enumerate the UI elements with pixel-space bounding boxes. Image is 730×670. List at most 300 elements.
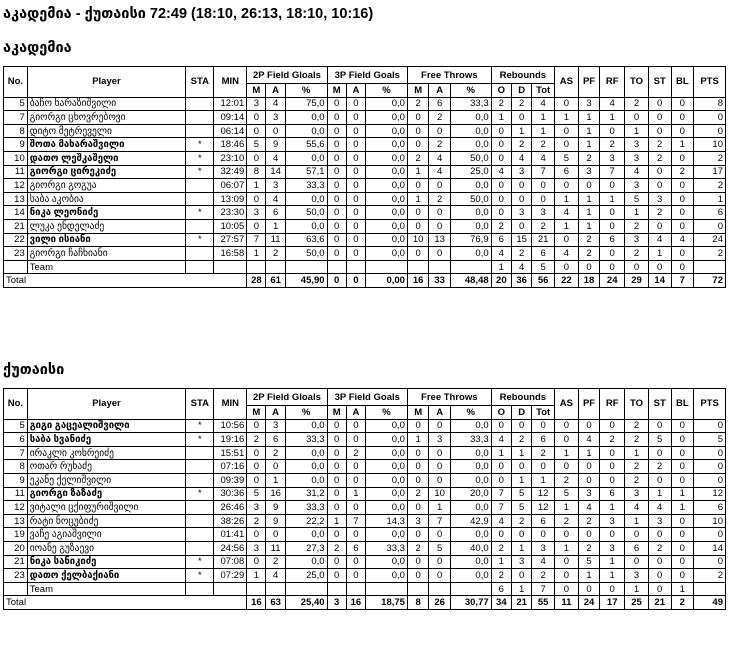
stat-cell-fg3a: 1 (346, 487, 365, 501)
stat-cell-st: 3 (648, 192, 671, 206)
total-cell-fg2m: 16 (247, 596, 266, 610)
stat-cell-fg2m: 0 (247, 446, 266, 460)
stat-cell-fg3a: 2 (346, 446, 365, 460)
stat-cell-fg2m: 2 (247, 433, 266, 447)
col-subheader-percent: % (450, 84, 491, 98)
stat-cell-fg3m: 0 (327, 569, 346, 583)
stat-cell-to: 3 (625, 179, 649, 193)
minutes-cell: 24:56 (214, 541, 247, 555)
stat-cell-ftp: 33,3 (450, 97, 491, 111)
stat-cell-to: 3 (625, 233, 649, 247)
starter-mark (186, 460, 214, 474)
player-row (4, 138, 726, 152)
minutes-cell: 18:46 (214, 138, 247, 152)
stat-cell-fta: 0 (429, 446, 450, 460)
stat-cell-fg2p: 0,0 (285, 473, 327, 487)
stat-cell-pf: 0 (578, 419, 599, 433)
stat-cell-bl: 0 (671, 111, 694, 125)
stat-cell-ftp: 25,0 (450, 165, 491, 179)
player-name: გიგი გაცეალიშვილი (27, 419, 185, 433)
stat-cell-fg2a: 0 (266, 124, 285, 138)
col-header-bl: BL (671, 67, 694, 98)
stat-cell-tot: 4 (532, 151, 555, 165)
stat-cell-d: 1 (512, 582, 532, 596)
stat-cell-o: 2 (491, 219, 511, 233)
stat-cell-pts: 2 (694, 179, 726, 193)
player-name: იოანე გუზაევი (27, 541, 185, 555)
col-header-3p-field-goals: 3P Field Goals (327, 67, 407, 84)
stat-cell-fg2p: 33,3 (285, 501, 327, 515)
stat-cell-fg3p: 0,0 (366, 219, 408, 233)
stat-cell-tot: 4 (532, 555, 555, 569)
stat-cell-fg3m: 0 (327, 165, 346, 179)
stat-cell-rf: 0 (600, 446, 625, 460)
minutes-cell: 07:08 (214, 555, 247, 569)
stat-cell-as: 1 (555, 111, 579, 125)
total-cell-fg2p: 25,40 (285, 596, 327, 610)
stat-cell-ftm: 0 (407, 501, 428, 515)
stat-cell-as: 1 (555, 446, 579, 460)
player-row (4, 528, 726, 542)
stat-cell-fg3p: 33,3 (366, 541, 408, 555)
player-number: 8 (4, 124, 28, 138)
stat-cell-o: 4 (491, 165, 511, 179)
total-row (4, 274, 726, 288)
stat-cell-st: 0 (648, 97, 671, 111)
stat-cell-pf: 1 (578, 192, 599, 206)
stat-cell-to: 3 (625, 151, 649, 165)
stat-cell-fta: 6 (429, 97, 450, 111)
player-number: 14 (4, 206, 28, 220)
stat-cell-fta: 0 (429, 555, 450, 569)
stat-cell-tot: 0 (532, 528, 555, 542)
page-title: აკადემია - ქუთაისი 72:49 (18:10, 26:13, 18:10, 10:16) (3, 6, 374, 22)
stat-cell-fg3m: 0 (327, 473, 346, 487)
stat-cell-fg2m: 1 (247, 179, 266, 193)
stat-cell-pts: 0 (694, 124, 726, 138)
stat-cell-rf: 2 (600, 138, 625, 152)
stat-cell-fg3a: 0 (346, 138, 365, 152)
team-title-away: ქუთაისი (3, 362, 65, 378)
stat-cell-d: 2 (512, 247, 532, 261)
starter-mark (186, 541, 214, 555)
stat-cell-fg2a: 2 (266, 446, 285, 460)
stat-cell-fg3a: 6 (346, 541, 365, 555)
stat-cell-fg2p: 33,3 (285, 433, 327, 447)
stat-cell-ftm: 0 (407, 473, 428, 487)
stat-cell-ftm: 0 (407, 460, 428, 474)
player-number: 21 (4, 219, 28, 233)
stat-cell-fg3a: 0 (346, 97, 365, 111)
stat-cell-st: 0 (648, 582, 671, 596)
stat-cell-pf: 3 (578, 97, 599, 111)
stat-cell-bl: 0 (671, 569, 694, 583)
stat-cell-fg3m: 0 (327, 97, 346, 111)
stat-cell-pts: 0 (694, 555, 726, 569)
stat-cell-bl: 0 (671, 555, 694, 569)
stat-cell-fg3p: 0,0 (366, 528, 408, 542)
stat-cell-fg3m: 0 (327, 138, 346, 152)
stat-cell-pts: 10 (694, 138, 726, 152)
stat-cell-d: 5 (512, 501, 532, 515)
player-row (4, 247, 726, 261)
stat-cell-fta: 2 (429, 111, 450, 125)
stat-cell-rf: 0 (600, 460, 625, 474)
stat-cell-fg3p (366, 260, 408, 274)
starter-mark: * (186, 206, 214, 220)
stat-cell-d: 1 (512, 473, 532, 487)
stat-cell-as: 0 (555, 179, 579, 193)
stat-cell-fg2m: 0 (247, 460, 266, 474)
stat-cell-fg3a: 0 (346, 473, 365, 487)
col-header-rebounds: Rebounds (491, 67, 554, 84)
starter-mark (186, 219, 214, 233)
stat-cell-ftm: 10 (407, 233, 428, 247)
minutes-cell: 12:01 (214, 97, 247, 111)
col-header-2p-field-goals: 2P Field Gloals (247, 67, 327, 84)
stat-cell-to: 1 (625, 124, 649, 138)
stat-cell-st: 0 (648, 124, 671, 138)
stat-cell-fg2p: 0,0 (285, 124, 327, 138)
col-subheader-percent: % (450, 406, 491, 420)
stat-cell-o: 4 (491, 433, 511, 447)
stat-cell-d: 0 (512, 460, 532, 474)
stat-cell-ftp: 50,0 (450, 192, 491, 206)
stat-cell-st: 2 (648, 151, 671, 165)
stat-cell-fg2a: 3 (266, 111, 285, 125)
stat-cell-o: 0 (491, 124, 511, 138)
player-name: რატი ნოცუბიძე (27, 514, 185, 528)
total-cell-d: 36 (512, 274, 532, 288)
stat-cell-tot: 1 (532, 111, 555, 125)
stat-cell-pts: 10 (694, 514, 726, 528)
total-cell-ftp: 48,48 (450, 274, 491, 288)
stat-cell-fg3m (327, 582, 346, 596)
stat-cell-fta: 0 (429, 247, 450, 261)
stat-cell-to: 2 (625, 460, 649, 474)
stat-cell-fg3m: 0 (327, 419, 346, 433)
col-header-pts: PTS (694, 389, 726, 420)
stat-cell-st: 1 (648, 247, 671, 261)
player-row (4, 569, 726, 583)
stat-cell-fg2a: 9 (266, 501, 285, 515)
starter-mark: * (186, 151, 214, 165)
stat-cell-to: 2 (625, 473, 649, 487)
stat-cell-bl: 0 (671, 541, 694, 555)
player-name: გიორგი ზაზაძე (27, 487, 185, 501)
stat-cell-to: 0 (625, 260, 649, 274)
stat-cell-fta: 13 (429, 233, 450, 247)
stat-cell-fg2p: 0,0 (285, 419, 327, 433)
stat-cell-fg3m: 0 (327, 219, 346, 233)
stat-cell-fg2p: 0,0 (285, 151, 327, 165)
stat-cell-fg3a: 0 (346, 206, 365, 220)
stat-cell-fg2a: 6 (266, 433, 285, 447)
minutes-cell: 10:56 (214, 419, 247, 433)
stat-cell-pf: 0 (578, 473, 599, 487)
stat-cell-fg3m: 0 (327, 446, 346, 460)
stat-cell-fg3p (366, 582, 408, 596)
col-subheader-a: A (346, 406, 365, 420)
stat-cell-fta: 0 (429, 124, 450, 138)
player-row (4, 124, 726, 138)
minutes-cell: 09:14 (214, 111, 247, 125)
total-label: Total (4, 274, 247, 288)
stat-cell-d: 0 (512, 419, 532, 433)
stat-cell-fta: 0 (429, 179, 450, 193)
stat-cell-ftp: 0,0 (450, 247, 491, 261)
stat-cell-d: 0 (512, 219, 532, 233)
stat-cell-pts: 2 (694, 247, 726, 261)
stat-cell-fg2p: 0,0 (285, 192, 327, 206)
stat-cell-pts: 6 (694, 206, 726, 220)
stat-cell-fg2m (247, 260, 266, 274)
stat-cell-rf: 0 (600, 247, 625, 261)
stat-cell-o: 0 (491, 473, 511, 487)
stat-cell-fta: 10 (429, 487, 450, 501)
col-header-player: Player (27, 389, 185, 420)
stat-cell-tot: 2 (532, 569, 555, 583)
col-subheader-tot: Tot (532, 84, 555, 98)
stat-cell-ftp: 0,0 (450, 569, 491, 583)
stat-cell-fg3m: 0 (327, 206, 346, 220)
stat-cell-as: 1 (555, 501, 579, 515)
stat-cell-pf: 5 (578, 555, 599, 569)
player-name: ნიკა ლეონიძე (27, 206, 185, 220)
player-number: 8 (4, 460, 28, 474)
col-subheader-m: M (407, 84, 428, 98)
stat-cell-fg2m: 0 (247, 151, 266, 165)
stat-cell-o: 1 (491, 555, 511, 569)
starter-mark (186, 179, 214, 193)
col-header-player: Player (27, 67, 185, 98)
stat-cell-rf: 0 (600, 206, 625, 220)
col-header-rebounds: Rebounds (491, 389, 554, 406)
stat-cell-fg3p: 0,0 (366, 165, 408, 179)
stat-cell-ftp: 33,3 (450, 433, 491, 447)
stat-cell-ftp: 40,0 (450, 541, 491, 555)
col-header-as: AS (555, 67, 579, 98)
total-cell-tot: 55 (532, 596, 555, 610)
stat-cell-d: 0 (512, 569, 532, 583)
stat-cell-fg2a: 3 (266, 419, 285, 433)
stat-cell-fg3p: 0,0 (366, 124, 408, 138)
stat-cell-pf: 1 (578, 138, 599, 152)
stat-cell-pts: 17 (694, 165, 726, 179)
starter-mark: * (186, 433, 214, 447)
col-subheader-a: A (346, 84, 365, 98)
minutes-cell: 26:46 (214, 501, 247, 515)
box-score-table-home (3, 66, 726, 288)
stat-cell-fg2a: 11 (266, 541, 285, 555)
stat-cell-fg2m: 0 (247, 192, 266, 206)
player-name: გიორგი ცხოვრებოვი (27, 111, 185, 125)
stat-cell-rf: 0 (600, 260, 625, 274)
stat-cell-bl: 0 (671, 528, 694, 542)
stat-cell-fg3a: 0 (346, 151, 365, 165)
stat-cell-to: 0 (625, 528, 649, 542)
stat-cell-fta: 0 (429, 419, 450, 433)
header-row (4, 67, 726, 84)
stat-cell-fg3m: 0 (327, 555, 346, 569)
stat-cell-fg3p: 0,0 (366, 569, 408, 583)
stat-cell-bl: 0 (671, 219, 694, 233)
stat-cell-ftp: 76,9 (450, 233, 491, 247)
stat-cell-ftp: 0,0 (450, 528, 491, 542)
player-name: გიორგი გოგუა (27, 179, 185, 193)
stat-cell-as: 1 (555, 541, 579, 555)
player-number: 12 (4, 501, 28, 515)
stat-cell-fta: 2 (429, 192, 450, 206)
stat-cell-ftp: 0,0 (450, 473, 491, 487)
stat-cell-pts: 8 (694, 97, 726, 111)
stat-cell-fg3m: 2 (327, 541, 346, 555)
stat-cell-as: 2 (555, 514, 579, 528)
player-row (4, 446, 726, 460)
stat-cell-bl: 0 (671, 124, 694, 138)
stat-cell-o: 6 (491, 233, 511, 247)
col-header-2p-field-goals: 2P Field Gloals (247, 389, 327, 406)
stat-cell-d: 2 (512, 97, 532, 111)
stat-cell-fg2p: 50,0 (285, 206, 327, 220)
stat-cell-pts: 0 (694, 460, 726, 474)
stat-cell-fg3p: 0,0 (366, 206, 408, 220)
stat-cell-rf: 4 (600, 97, 625, 111)
player-number: 12 (4, 179, 28, 193)
stat-cell-fta: 3 (429, 433, 450, 447)
stat-cell-ftp: 0,0 (450, 111, 491, 125)
col-subheader-o: O (491, 406, 511, 420)
col-subheader-a: A (429, 406, 450, 420)
stat-cell-o: 2 (491, 541, 511, 555)
stat-cell-as: 4 (555, 247, 579, 261)
player-name: ლუკა ენდელაძე (27, 219, 185, 233)
starter-mark (186, 260, 214, 274)
starter-mark: * (186, 233, 214, 247)
stat-cell-as: 0 (555, 124, 579, 138)
stat-cell-fta: 1 (429, 501, 450, 515)
stat-cell-d: 2 (512, 138, 532, 152)
player-number: 22 (4, 233, 28, 247)
player-number: 23 (4, 247, 28, 261)
stat-cell-o: 7 (491, 501, 511, 515)
stat-cell-fg2m: 0 (247, 555, 266, 569)
stat-cell-pts: 12 (694, 487, 726, 501)
stat-cell-st: 0 (648, 528, 671, 542)
total-cell-o: 20 (491, 274, 511, 288)
stat-cell-ftm: 1 (407, 192, 428, 206)
stat-cell-fg2a: 0 (266, 528, 285, 542)
stat-cell-fg2a: 1 (266, 219, 285, 233)
stat-cell-as: 1 (555, 192, 579, 206)
stat-cell-rf: 1 (600, 569, 625, 583)
stat-cell-bl: 1 (671, 138, 694, 152)
stat-cell-fg2p: 0,0 (285, 219, 327, 233)
stat-cell-tot: 6 (532, 433, 555, 447)
stat-cell-tot: 12 (532, 487, 555, 501)
stat-cell-as: 0 (555, 97, 579, 111)
stat-cell-bl: 0 (671, 206, 694, 220)
minutes-cell: 15:51 (214, 446, 247, 460)
col-header-st: ST (648, 389, 671, 420)
stat-cell-tot: 7 (532, 165, 555, 179)
total-cell-d: 21 (512, 596, 532, 610)
stat-cell-tot: 7 (532, 582, 555, 596)
starter-mark: * (186, 487, 214, 501)
player-row (4, 433, 726, 447)
stat-cell-pf: 2 (578, 233, 599, 247)
stat-cell-as: 5 (555, 151, 579, 165)
stat-cell-rf: 3 (600, 541, 625, 555)
col-subheader-percent: % (366, 84, 408, 98)
stat-cell-d: 4 (512, 260, 532, 274)
stat-cell-fg3a: 0 (346, 179, 365, 193)
player-name: Team (27, 260, 185, 274)
stat-cell-o: 0 (491, 192, 511, 206)
stat-cell-rf: 1 (600, 111, 625, 125)
player-name: ირაკლი კოხრეიძე (27, 446, 185, 460)
total-row (4, 596, 726, 610)
stat-cell-as: 0 (555, 555, 579, 569)
stat-cell-to: 3 (625, 569, 649, 583)
stat-cell-rf: 3 (600, 514, 625, 528)
stat-cell-fg2m: 2 (247, 514, 266, 528)
stat-cell-tot: 5 (532, 260, 555, 274)
total-cell-fg2m: 28 (247, 274, 266, 288)
stat-cell-fg3p: 0,0 (366, 419, 408, 433)
total-cell-fg3p: 0,00 (366, 274, 408, 288)
stat-cell-fg2p: 0,0 (285, 446, 327, 460)
stat-cell-fg2p: 57,1 (285, 165, 327, 179)
stat-cell-to: 2 (625, 247, 649, 261)
stat-cell-d: 0 (512, 528, 532, 542)
stat-cell-fg2p: 22,2 (285, 514, 327, 528)
total-cell-rf: 24 (600, 274, 625, 288)
stat-cell-tot: 1 (532, 473, 555, 487)
stat-cell-as: 0 (555, 419, 579, 433)
stat-cell-rf: 6 (600, 233, 625, 247)
total-cell-st: 21 (648, 596, 671, 610)
stat-cell-st: 0 (648, 165, 671, 179)
stat-cell-st: 1 (648, 487, 671, 501)
stat-cell-pf: 1 (578, 111, 599, 125)
stat-cell-to: 1 (625, 446, 649, 460)
stat-cell-tot: 2 (532, 446, 555, 460)
stat-cell-pts: 0 (694, 528, 726, 542)
total-cell-ftm: 8 (407, 596, 428, 610)
stat-cell-fg3a: 0 (346, 528, 365, 542)
player-row (4, 501, 726, 515)
player-name: გიორგი ჩაჩხიანი (27, 247, 185, 261)
player-row (4, 151, 726, 165)
stat-cell-o: 0 (491, 138, 511, 152)
stat-cell-bl: 4 (671, 233, 694, 247)
stat-cell-ftp: 0,0 (450, 219, 491, 233)
stat-cell-fg2m: 0 (247, 124, 266, 138)
stat-cell-ftp (450, 260, 491, 274)
stat-cell-fg2p: 50,0 (285, 247, 327, 261)
stat-cell-as: 0 (555, 233, 579, 247)
stat-cell-fg3p: 0,0 (366, 446, 408, 460)
col-subheader-m: M (247, 406, 266, 420)
stat-cell-rf: 0 (600, 219, 625, 233)
stat-cell-fg3p: 0,0 (366, 501, 408, 515)
stat-cell-pts: 0 (694, 111, 726, 125)
stat-cell-pf: 0 (578, 528, 599, 542)
stat-cell-fg3a: 0 (346, 419, 365, 433)
stat-cell-st: 2 (648, 206, 671, 220)
player-number: 10 (4, 151, 28, 165)
